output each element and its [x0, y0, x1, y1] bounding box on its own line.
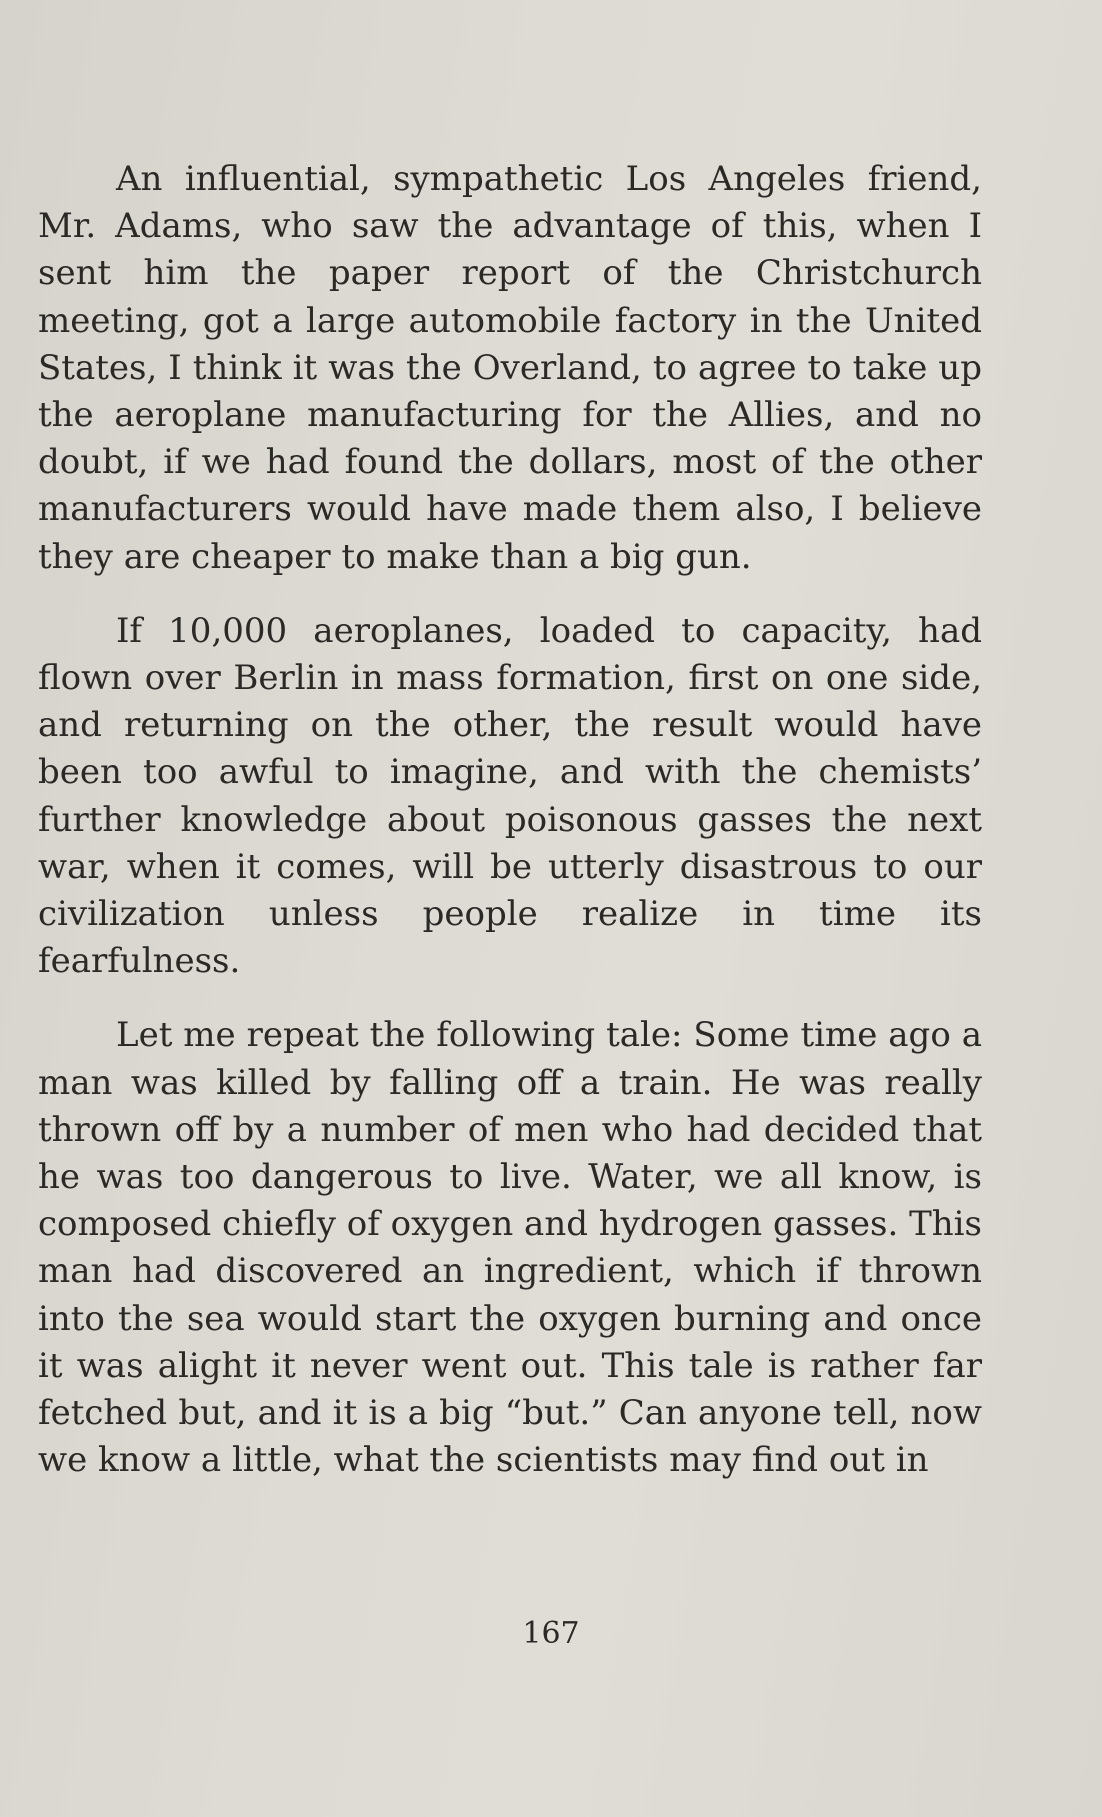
page-number: 167 — [522, 1616, 580, 1651]
paragraph-2: If 10,000 aeroplanes, loaded to capacity, had flown over Berlin in mass formation, first on one side, and returning on the other, the result would have been too awful to imagine, and with the chemists’ further knowledge about poisonous gasses the next war, when it comes, will be utterly disastrous to our civilization unless people realize in time its fearfulness. — [38, 610, 982, 982]
body-text — [38, 156, 982, 1484]
paragraph-3: Let me repeat the following tale: Some time ago a man was killed by falling off a train. He was really thrown off by a number of men who had decided that he was too dangerous to live. Water, we all know, is composed chiefly of oxygen and hydrogen gasses. This man had discovered an ingredient, which if thrown into the sea would start the oxygen burning and once it was alight it never went out. This tale is rather far fetched but, and it is a big “but.” Can anyone tell, now we know a little, what the scientists may find out in — [38, 1015, 982, 1481]
paragraph-1: An influential, sympathetic Los Angeles friend, Mr. Adams, who saw the advantage of this, when I sent him the paper report of the Christchurch meeting, got a large automobile factory in the United States, I think it was the Overland, to agree to take up the aeroplane manufacturing for the Allies, and no doubt, if we had found the dollars, most of the other manufacturers would have made them also, I believe they are cheaper to make than a big gun. — [38, 159, 982, 577]
